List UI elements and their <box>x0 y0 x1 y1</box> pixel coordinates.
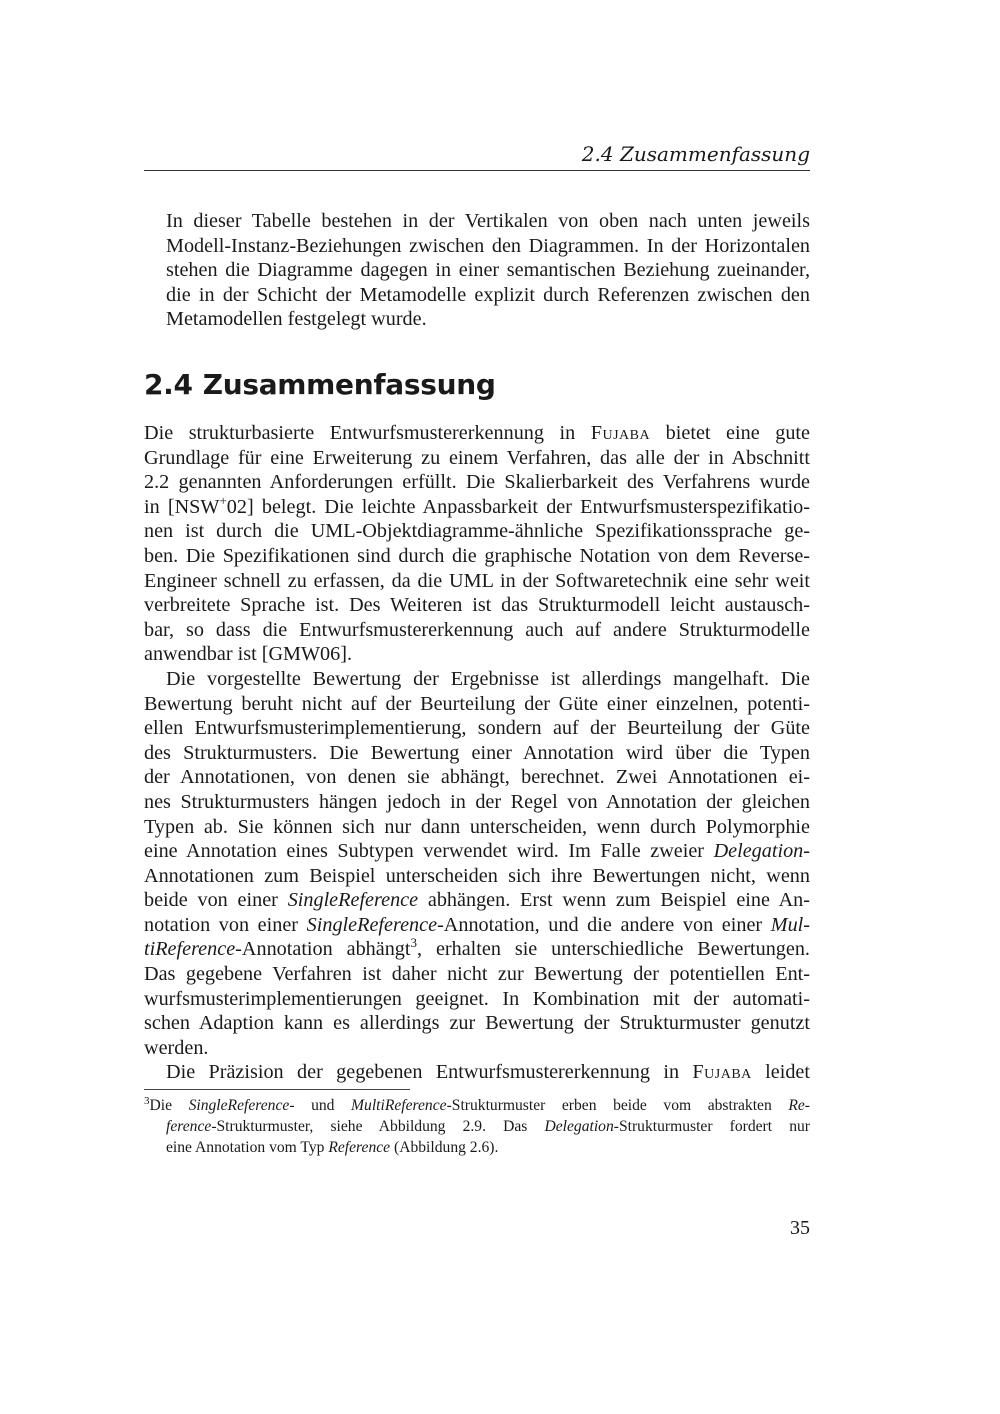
section-number: 2.4 <box>144 368 193 401</box>
footnote-line <box>144 1116 810 1137</box>
intro-line: stehen die Diagramme dagegen in einer semantischen Beziehung zueinander, <box>166 259 810 282</box>
text-line: nen ist durch die UML-Objektdiagramme-ähnliche Spezifikationssprache ge- <box>144 520 810 543</box>
text-run: -Strukturmuster erben beide vom abstrakten <box>446 1097 789 1114</box>
text-run: Die Präzision der gegebenen Entwurfsmustererkennung in <box>166 1061 693 1084</box>
footnote-line <box>144 1137 810 1158</box>
italic-term: Delegation <box>544 1118 614 1135</box>
text-line <box>144 913 810 938</box>
text-line: Das gegebene Verfahren ist daher nicht zur Bewertung der potentiellen Ent- <box>144 963 810 986</box>
intro-line: Modell-Instanz-Beziehungen zwischen den Diagrammen. In der Horizontalen <box>166 234 810 257</box>
text-run: -Strukturmuster, siehe Abbildung 2.9. Das <box>211 1118 545 1135</box>
text-run: 02] belegt. Die leichte Anpassbarkeit der Entwurfsmusterspezifikatio- <box>226 495 810 518</box>
fujaba-name: Fujaba <box>590 422 651 444</box>
text-line <box>144 492 810 520</box>
text-line <box>144 421 810 446</box>
text-run: in [NSW <box>144 495 220 518</box>
text-line <box>144 888 810 913</box>
footnote-mark[interactable]: 3 <box>410 935 418 951</box>
intro-line: Metamodellen festgelegt wurde. <box>166 308 427 331</box>
text-line: ben. Die Spezifikationen sind durch die graphische Notation von dem Reverse- <box>144 544 810 567</box>
text-line <box>144 937 810 962</box>
text-line: verbreitete Sprache ist. Des Weiteren ist das Strukturmodell leicht austausch- <box>144 594 810 617</box>
footnote <box>144 1095 810 1158</box>
italic-term: MultiReference <box>351 1097 447 1114</box>
section-heading <box>144 365 496 405</box>
text-line <box>144 1060 810 1085</box>
text-run: , erhalten sie unterschiedliche Bewertungen. <box>417 938 810 961</box>
text-run: eine Annotation vom Typ <box>166 1139 329 1156</box>
footnote-line <box>144 1095 810 1116</box>
text-run: - und <box>289 1097 352 1114</box>
text-line: bar, so dass die Entwurfsmustererkennung auch auf andere Strukturmodelle <box>144 618 810 641</box>
text-run: abhängen. Erst wenn zum Beispiel eine An- <box>418 889 811 912</box>
text-run: eine Annotation eines Subtypen verwendet wird. Im Falle zweier <box>144 840 714 863</box>
text-run: -Annotation, und die andere von einer <box>437 913 771 936</box>
intro-line: In dieser Tabelle bestehen in der Vertikalen von oben nach unten jeweils <box>166 210 810 232</box>
section-body <box>144 421 810 1085</box>
text-line: Annotationen zum Beispiel unterscheiden sich ihre Bewertungen nicht, wenn <box>144 864 810 887</box>
italic-term: Delegation- <box>713 840 810 863</box>
italic-term: SingleReference <box>306 913 438 936</box>
text-line: Grundlage für eine Erweiterung zu einem Verfahren, das alle der in Abschnitt <box>144 446 810 469</box>
text-run: leidet <box>751 1061 810 1084</box>
text-line: Engineer schnell zu erfassen, da die UML in der Softwaretechnik eine sehr weit <box>144 569 810 592</box>
italic-term: ference <box>166 1118 212 1135</box>
footnote-rule <box>144 1089 410 1090</box>
paragraph-3 <box>144 1060 810 1085</box>
text-line: Die vorgestellte Bewertung der Ergebnisse ist allerdings mangelhaft. Die <box>166 667 810 690</box>
fujaba-name: Fujaba <box>692 1061 752 1084</box>
text-run: Die strukturbasierte Entwurfsmustererkennung in <box>144 422 591 444</box>
text-line: Typen ab. Sie können sich nur dann unterscheiden, wenn durch Polymorphie <box>144 815 810 838</box>
text-run: (Abbildung 2.6). <box>390 1139 499 1156</box>
italic-term: tiReference <box>144 938 236 961</box>
superscript: + <box>219 492 227 508</box>
text-line: der Annotationen, von denen sie abhängt, berechnet. Zwei Annotationen ei- <box>144 766 810 789</box>
text-line: schen Adaption kann es allerdings zur Bewertung der Strukturmuster genutzt <box>144 1012 810 1035</box>
text-line: wurfsmusterimplementierungen geeignet. In Kombination mit der automati- <box>144 987 810 1010</box>
text-run: beide von einer <box>144 889 288 912</box>
text-line: des Strukturmusters. Die Bewertung einer Annotation wird über die Typen <box>144 741 810 764</box>
text-line: 2.2 genannten Anforderungen erfüllt. Die Skalierbarkeit des Verfahrens wurde <box>144 471 810 494</box>
italic-term: Mul- <box>770 913 810 936</box>
text-line: ellen Entwurfsmusterimplementierung, sondern auf der Beurteilung der Güte <box>144 717 810 740</box>
text-line: nes Strukturmusters hängen jedoch in der Regel von Annotation der gleichen <box>144 790 810 813</box>
intro-line: die in der Schicht der Metamodelle explizit durch Referenzen zwischen den <box>166 283 810 306</box>
text-run: -Annotation abhängt <box>235 938 411 961</box>
footnote-number: 3 <box>144 1095 150 1107</box>
text-line: werden. <box>144 1036 209 1059</box>
paragraph-2 <box>144 667 810 1061</box>
text-run: Die <box>149 1097 189 1114</box>
paragraph-1 <box>144 421 810 667</box>
italic-term: Reference <box>328 1139 391 1156</box>
italic-term: SingleReference <box>287 889 419 912</box>
intro-paragraph <box>144 209 810 332</box>
section-title: Zusammenfassung <box>202 368 496 401</box>
italic-term: SingleReference <box>188 1097 290 1114</box>
running-head: 2.4 Zusammenfassung <box>581 142 810 166</box>
header-rule <box>144 170 810 171</box>
text-line <box>144 839 810 864</box>
italic-term: Re- <box>788 1097 810 1114</box>
text-run: notation von einer <box>144 913 307 936</box>
text-line: anwendbar ist [GMW06]. <box>144 643 352 666</box>
text-run: bietet eine gute <box>650 422 810 444</box>
text-run: -Strukturmuster fordert nur <box>613 1118 810 1135</box>
text-line: Bewertung beruht nicht auf der Beurteilung der Güte einer einzelnen, potenti- <box>144 692 810 715</box>
page-number: 35 <box>790 1217 810 1239</box>
